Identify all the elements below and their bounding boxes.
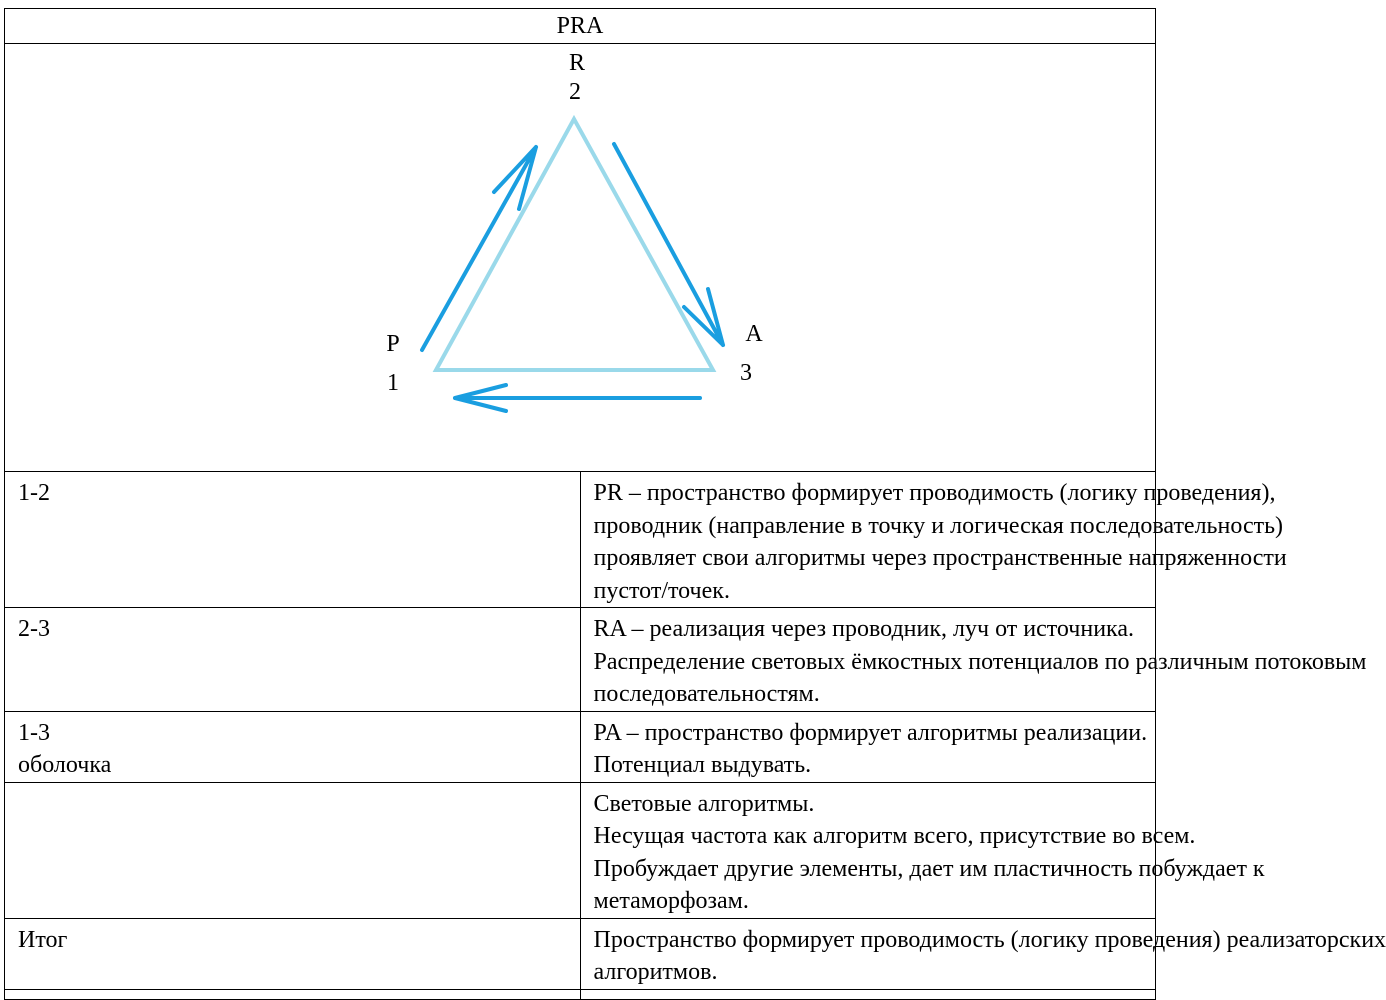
- vertex-r-number: 2: [569, 79, 581, 105]
- row-text-line: проводник (направление в точку и логическая последовательность): [593, 512, 1284, 539]
- row-key: 2-3: [18, 616, 50, 642]
- row-text-line: Распределение световых ёмкостных потенциалов по различным потоковым: [593, 648, 1367, 675]
- row-text-line: Световые алгоритмы.: [593, 790, 815, 817]
- table-row-empty: [5, 989, 1156, 999]
- table-title: PRA: [5, 9, 1156, 44]
- arrow-a-to-p: [455, 385, 700, 411]
- row-text-line: PA – пространство формирует алгоритмы реализации.: [593, 719, 1148, 746]
- row-key-cell: [5, 608, 581, 712]
- row-key: 1-2: [18, 480, 50, 506]
- arrow-r-to-a: [614, 144, 723, 345]
- row-text-line: RA – реализация через проводник, луч от источника.: [593, 616, 1135, 642]
- row-text-line: пустот/точек.: [593, 577, 730, 604]
- row-text-line: последовательностям.: [593, 681, 820, 707]
- row-text-line: Потенциал выдувать.: [593, 752, 812, 778]
- row-key: 1-3: [18, 719, 50, 746]
- vertex-r-letter: R: [568, 50, 586, 76]
- row-text-cell: [580, 608, 1367, 712]
- row-key-cell: [5, 472, 581, 608]
- table-row: [5, 918, 1156, 989]
- diagram-cell: [5, 44, 1156, 472]
- row-key-cell: [5, 711, 581, 782]
- row-text-line: Пространство формирует проводимость (логику проведения) реализаторских: [593, 926, 1386, 953]
- table-row: [5, 608, 1156, 712]
- row-key: Итог: [18, 926, 68, 953]
- title-row: [5, 9, 1156, 44]
- arrow-p-to-r: [422, 147, 536, 350]
- row-text-cell: [580, 989, 1156, 999]
- pra-triangle-diagram: [5, 44, 1155, 471]
- row-key-cell: [5, 989, 581, 999]
- vertex-p-number: 1: [387, 370, 399, 396]
- row-key-cell: [5, 782, 581, 918]
- row-text-cell: [580, 472, 1287, 608]
- table-row: [5, 711, 1156, 782]
- row-text-line: алгоритмов.: [593, 959, 718, 985]
- table-row: [5, 782, 1156, 918]
- table-row: [5, 472, 1156, 608]
- row-text-line: Пробуждает другие элементы, дает им пластичность побуждает к: [593, 855, 1265, 882]
- row-text-line: метаморфозам.: [593, 888, 749, 914]
- vertex-a-number: 3: [740, 360, 752, 386]
- row-text-line: проявляет свои алгоритмы через пространственные напряженности: [593, 545, 1287, 571]
- row-text-cell: [580, 711, 1156, 782]
- row-text-line: Несущая частота как алгоритм всего, присутствие во всем.: [593, 823, 1196, 849]
- row-text-line: PR – пространство формирует проводимость (логику проведения),: [593, 480, 1276, 506]
- row-key-subtitle: оболочка: [18, 752, 112, 778]
- vertex-a-letter: A: [745, 321, 763, 347]
- row-key-cell: [5, 918, 581, 989]
- row-text-cell: [580, 918, 1386, 989]
- triangle-shape: [436, 119, 713, 370]
- document-table: [4, 8, 1386, 1000]
- vertex-p-letter: P: [386, 331, 400, 357]
- row-text-cell: [580, 782, 1265, 918]
- diagram-row: [5, 44, 1156, 472]
